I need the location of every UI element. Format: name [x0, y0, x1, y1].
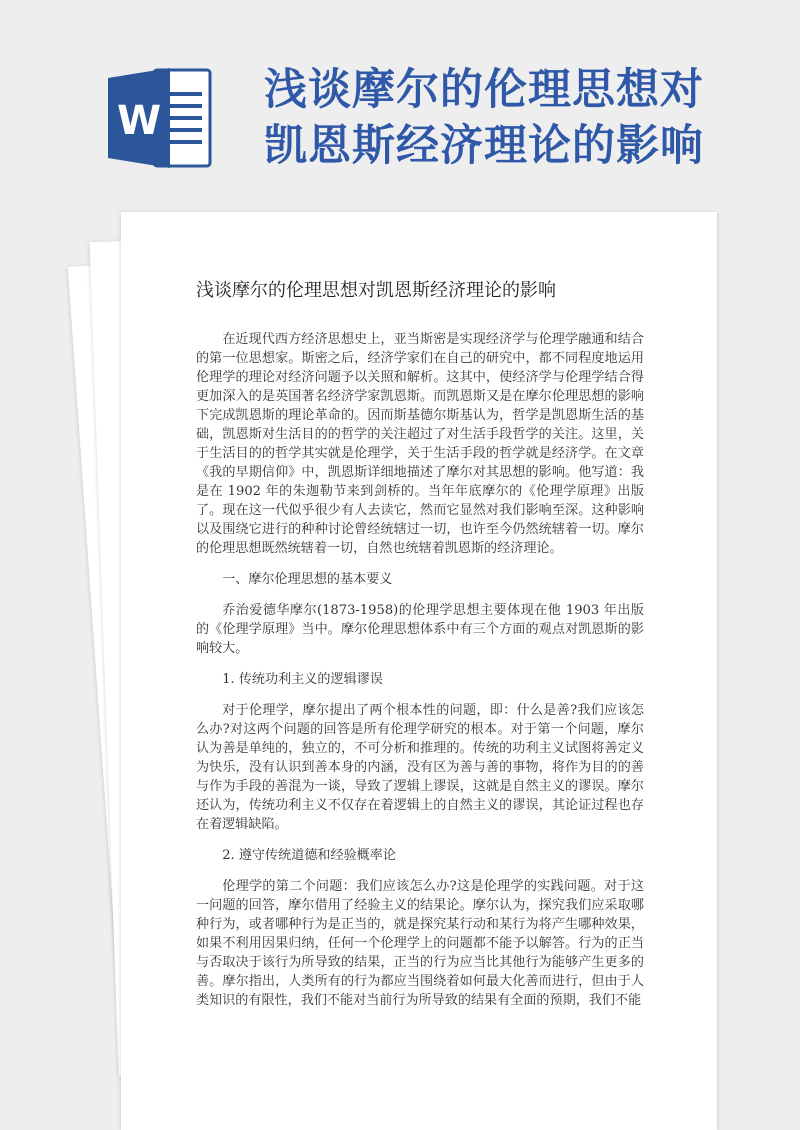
word-document-icon	[104, 62, 216, 174]
document-title: 浅谈摩尔的伦理思想对凯恩斯经济理论的影响	[196, 280, 556, 301]
subsection-2-heading: 2. 遵守传统道德和经验概率论	[222, 848, 396, 863]
section-1-paragraph: 乔治爱德华摩尔(1873-1958)的伦理学思想主要体现在他 1903 年出版的《伦理学原理》当中。摩尔伦理思想体系中有三个方面的观点对凯恩斯的影响较大。	[196, 603, 644, 656]
subsection-1-paragraph: 对于伦理学，摩尔提出了两个根本性的问题，即：什么是善?我们应该怎么办?对这两个问题的回答是所有伦理学研究的根本。对于第一个问题，摩尔认为善是单纯的，独立的，不可分析和推理的。传统的功利主义试图将善定义为快乐，没有认识到善本身的内涵，没有区为善与善的事物，将作为目的的善与作为手段的善混为一谈，导致了逻辑上谬误，这就是自然主义的谬误。摩尔还认为，传统功利主义不仅存在着逻辑上的自然主义的谬误，其论证过程也存在着逻辑缺陷。	[196, 703, 644, 832]
banner-title-line-1: 浅谈摩尔的伦理思想对	[264, 65, 704, 115]
banner-title	[264, 62, 784, 174]
document-content	[196, 278, 644, 1022]
intro-paragraph: 在近现代西方经济思想史上，亚当斯密是实现经济学与伦理学融通和结合的第一位思想家。斯密之后，经济学家们在自己的研究中，都不同程度地运用伦理学的理论对经济问题予以关照和解析。这其中，使经济学与伦理学结合得更加深入的是英国著名经济学家凯恩斯。而凯恩斯又是在摩尔伦理思想的影响下完成凯恩斯的理论革命的。因而斯基德尔斯基认为，哲学是凯恩斯生活的基础，凯恩斯对生活目的的哲学的关注超过了对生活手段哲学的关注。这里，关于生活目的的哲学其实就是伦理学，关于生活手段的哲学就是经济学。在文章《我的早期信仰》中，凯恩斯详细地描述了摩尔对其思想的影响。他写道：我是在 1902 年的朱迦勒节来到剑桥的。当年年底摩尔的《伦理学原理》出版了。现在这一代似乎很少有人去读它，然而它显然对我们影响至深。这种影响以及围绕它进行的种种讨论曾经统辖过一切，也许至今仍然统辖着一切。摩尔的伦理思想既然统辖着一切，自然也统辖着凯恩斯的经济理论。	[196, 332, 644, 556]
subsection-2-paragraph: 伦理学的第二个问题：我们应该怎么办?这是伦理学的实践问题。对于这一问题的回答，摩尔借用了经验主义的结果论。摩尔认为，探究我们应采取哪种行为，或者哪种行为是正当的，就是探究某行动和某行为将产生哪种效果，如果不利用因果归纳，任何一个伦理学上的问题都不能予以解答。行为的正当与否取决于该行为所导致的结果，正当的行为应当比其他行为能够产生更多的善。摩尔指出，人类所有的行为都应当围绕着如何最大化善而进行，但由于人类知识的有限性，我们不能对当前行为所导致的结果有全面的预期，我们不能	[196, 879, 644, 1008]
section-1-heading: 一、摩尔伦理思想的基本要义	[222, 572, 393, 587]
banner-title-line-2: 凯恩斯经济理论的影响	[264, 121, 704, 171]
svg-text:W: W	[116, 98, 162, 144]
subsection-1-heading: 1. 传统功利主义的逻辑谬误	[222, 672, 383, 687]
